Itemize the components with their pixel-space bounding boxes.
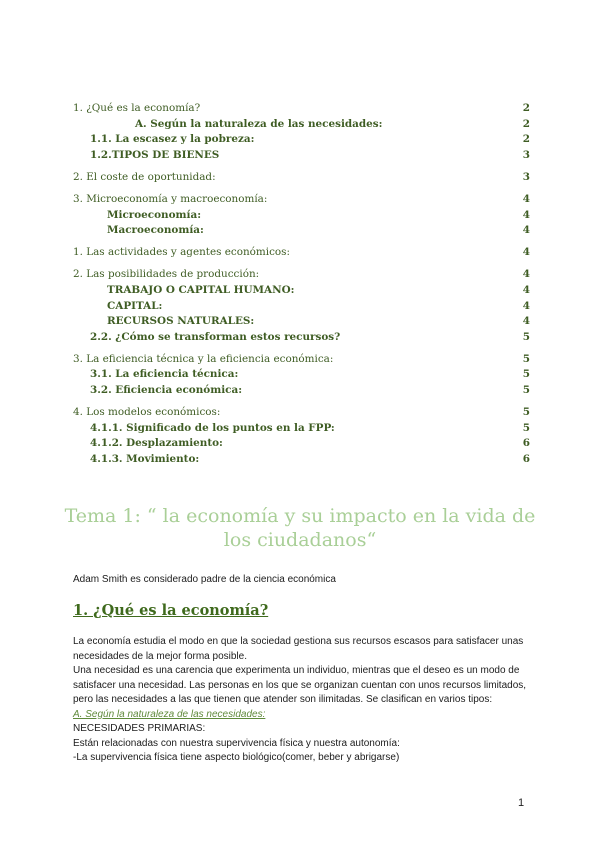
toc-entry-page: 5 [522,352,530,365]
toc-entry-page: 4 [522,283,530,296]
toc-entry-page: 5 [522,368,530,381]
section-heading: 1. ¿Qué es la economía? [73,602,269,619]
toc-entry-page: 5 [522,421,530,434]
toc-entry-label: 4.1.2. Desplazamiento: [90,437,223,450]
toc-entry-label: 2. Las posibilidades de producción: [73,268,260,281]
toc-entry-label: 3.1. La eficiencia técnica: [90,368,239,381]
toc-entry-label: 1.1. La escasez y la pobreza: [90,133,255,146]
toc-entry-label: 1.2.TIPOS DE BIENES [90,148,220,161]
toc-entry-label: 1. ¿Qué es la economía? [73,102,201,114]
document-title: Tema 1: “ la economía y su impacto en la vida de los ciudadanos“ [64,505,536,551]
toc-entry-page: 5 [522,330,530,343]
toc-entry[interactable] [73,299,530,315]
toc-entry-label: Macroeconomía: [107,224,204,237]
toc-entry-page: 4 [522,224,530,237]
toc-entry-page: 4 [522,208,530,221]
toc-entry-label: 2. El coste de oportunidad: [73,170,216,183]
toc-entry[interactable] [73,170,530,186]
toc-entry[interactable] [73,192,530,208]
toc-entry[interactable] [73,245,530,261]
subsection-heading: A. Según la naturaleza de las necesidades: [73,708,266,720]
toc-entry-label: 3. La eficiencia técnica y la eficiencia económica: [73,352,334,365]
table-of-contents [73,101,530,467]
text-line: NECESIDADES PRIMARIAS: [73,723,206,734]
toc-entry-page: 5 [522,406,530,419]
toc-entry-label: 3.2. Eficiencia económica: [90,384,243,396]
toc-entry-page: 4 [522,268,530,281]
toc-entry-label: Microeconomía: [107,208,202,221]
toc-entry-label: 4.1.3. Movimiento: [90,452,200,465]
toc-entry-label: TRABAJO O CAPITAL HUMANO: [107,283,295,296]
toc-entry[interactable] [73,352,530,368]
toc-entry[interactable] [73,452,530,468]
toc-entry-page: 3 [522,148,530,161]
text-line: Están relacionadas con nuestra supervivencia física y nuestra autonomía: [73,737,400,749]
toc-entry-page: 2 [522,133,530,146]
toc-entry-label: CAPITAL: [107,299,163,312]
paragraph: La economía estudia el modo en que la sociedad gestiona sus recursos escasos para satisfacer unas necesidades de la mejor forma posible. [73,636,524,662]
toc-entry-label: A. Según la naturaleza de las necesidades: [135,117,383,130]
toc-entry-page: 5 [522,384,530,396]
toc-entry[interactable] [73,267,530,283]
toc-entry[interactable] [73,283,530,299]
toc-entry-label: RECURSOS NATURALES: [107,315,255,328]
toc-entry-label: 4. Los modelos económicos: [73,406,221,419]
toc-entry[interactable] [73,330,530,346]
toc-entry[interactable] [73,383,530,399]
toc-entry-page: 3 [522,170,530,183]
toc-entry[interactable] [73,148,530,164]
toc-entry-label: 4.1.1. Significado de los puntos en la FPP: [90,421,335,434]
toc-entry-page: 6 [522,437,530,450]
toc-entry-page: 4 [522,315,530,328]
toc-entry-page: 6 [522,452,530,465]
toc-entry[interactable] [73,132,530,148]
toc-entry[interactable] [73,117,530,133]
toc-entry-page: 2 [522,102,530,114]
body-text [73,635,528,766]
toc-entry-label: 3. Microeconomía y macroeconomía: [73,192,268,205]
intro-line: Adam Smith es considerado padre de la ciencia económica [73,574,336,585]
toc-entry[interactable] [73,314,530,330]
toc-entry[interactable] [73,436,530,452]
paragraph: Una necesidad es una carencia que experimenta un individuo, mientras que el deseo es un modo de satisfacer una necesidad. Las personas en los que se organizan cuentan con unos recursos limitados, pero las necesidades a las que tienen que atender son ilimitadas. Se clasifican en varios tipos: [73,665,527,705]
toc-entry[interactable] [73,367,530,383]
toc-entry-label: 2.2. ¿Cómo se transforman estos recursos? [90,330,341,343]
toc-entry[interactable] [73,101,530,117]
toc-entry[interactable] [73,208,530,224]
toc-entry-label: 1. Las actividades y agentes económicos: [73,246,291,259]
toc-entry[interactable] [73,405,530,421]
toc-entry-page: 2 [522,117,530,130]
toc-entry-page: 4 [522,192,530,205]
page-number: 1 [518,797,525,809]
text-line: -La supervivencia física tiene aspecto biológico(comer, beber y abrigarse) [73,752,400,763]
toc-entry-page: 4 [522,246,530,259]
toc-entry[interactable] [73,421,530,437]
toc-entry[interactable] [73,223,530,239]
toc-entry-page: 4 [522,299,530,312]
